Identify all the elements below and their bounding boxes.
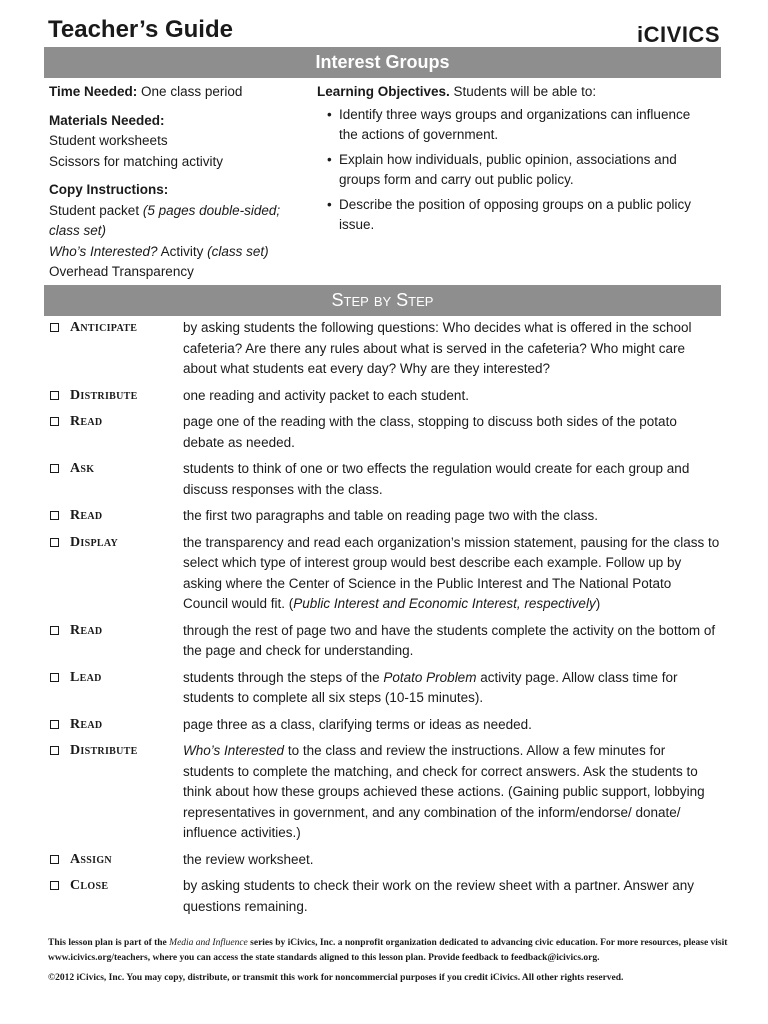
step-text: students to think of one or two effects the regulation would create for each group and discuss responses with the class. bbox=[183, 461, 690, 497]
step-description bbox=[183, 506, 720, 527]
step-row bbox=[50, 386, 720, 407]
step-text: the review worksheet. bbox=[183, 851, 314, 867]
steps-list bbox=[50, 318, 720, 923]
step-emphasis: Who’s Interested bbox=[183, 743, 285, 758]
step-text: by asking students the following questions: Who decides what is offered in the school cafeteria? Are there any rules about what is served in the cafeteria? Who might care about what students eat every day? Why are they interested? bbox=[183, 320, 692, 376]
checkbox-icon[interactable] bbox=[50, 391, 59, 400]
step-text: page one of the reading with the class, stopping to discuss both sides of the potato debate as needed. bbox=[183, 414, 677, 450]
step-text-after: activity page. Allow class time for students to complete all six steps (10-15 minutes). bbox=[183, 669, 678, 705]
footer-text: This lesson plan is part of the bbox=[48, 938, 170, 948]
step-row bbox=[50, 741, 720, 844]
step-text: the first two paragraphs and table on reading page two with the class. bbox=[183, 508, 598, 523]
step-emphasis: Potato Problem bbox=[383, 669, 477, 685]
copy-line-student-packet bbox=[49, 201, 304, 242]
objective-text: Identify three ways groups and organizations can influence the actions of government. bbox=[339, 106, 691, 142]
step-description bbox=[183, 386, 720, 407]
objective-text: Describe the position of opposing groups on a public policy issue. bbox=[339, 196, 691, 232]
checkbox-icon[interactable] bbox=[50, 464, 59, 473]
step-verb: Assign bbox=[70, 851, 112, 867]
step-row bbox=[50, 318, 720, 380]
objective-item bbox=[317, 150, 712, 191]
step-row bbox=[50, 412, 720, 453]
step-description bbox=[183, 715, 720, 736]
copy-line-note: (5 pages double-sided; class set) bbox=[49, 202, 281, 238]
step-description bbox=[183, 318, 720, 380]
checkbox-icon[interactable] bbox=[50, 417, 59, 426]
footer bbox=[48, 936, 728, 986]
step-verb: Ask bbox=[70, 461, 95, 476]
objectives-heading bbox=[317, 82, 712, 103]
objectives-intro: Students will be able to: bbox=[449, 84, 597, 99]
step-description bbox=[183, 533, 720, 615]
step-by-step-banner bbox=[44, 285, 721, 316]
step-row bbox=[50, 621, 720, 662]
objective-text: Explain how individuals, public opinion, associations and groups form and carry out public policy. bbox=[339, 151, 677, 187]
time-needed-value: One class period bbox=[141, 84, 243, 99]
copy-line-activity bbox=[49, 242, 304, 263]
step-description bbox=[183, 876, 720, 917]
step-verb: Read bbox=[70, 414, 103, 429]
step-row bbox=[50, 506, 720, 527]
checkbox-icon[interactable] bbox=[50, 855, 59, 864]
time-needed bbox=[49, 82, 304, 103]
lesson-title-banner: Interest Groups bbox=[44, 47, 721, 78]
checkbox-icon[interactable] bbox=[50, 673, 59, 682]
copy-line-note: (class set) bbox=[207, 243, 269, 259]
step-row bbox=[50, 459, 720, 500]
step-description bbox=[183, 850, 720, 871]
page-title: Teacher’s Guide bbox=[48, 16, 233, 43]
copy-line-text: Activity bbox=[157, 243, 208, 259]
checkbox-icon[interactable] bbox=[50, 538, 59, 547]
step-text: page three as a class, clarifying terms or ideas as needed. bbox=[183, 716, 532, 732]
step-verb: Lead bbox=[70, 669, 102, 685]
time-needed-label: Time Needed: bbox=[49, 84, 138, 99]
objectives-label: Learning Objectives. bbox=[317, 84, 450, 99]
step-text: students through the steps of the bbox=[183, 669, 384, 685]
step-emphasis: Public Interest and Economic Interest, respectively bbox=[293, 596, 596, 611]
checkbox-icon[interactable] bbox=[50, 881, 59, 890]
materials-item: Student worksheets bbox=[49, 133, 168, 148]
materials-label: Materials Needed: bbox=[49, 112, 165, 128]
step-verb: Distribute bbox=[70, 387, 138, 403]
step-verb: Anticipate bbox=[70, 320, 138, 335]
step-description bbox=[183, 459, 720, 500]
step-verb: Distribute bbox=[70, 743, 138, 758]
activity-name: Who’s Interested? bbox=[49, 243, 158, 259]
step-text: by asking students to check their work on the review sheet with a partner. Answer any questions remaining. bbox=[183, 878, 695, 914]
icivics-logo bbox=[637, 22, 720, 48]
logistics-column bbox=[49, 82, 304, 283]
bullet-icon: • bbox=[327, 106, 332, 122]
logo-text: iCIVICS bbox=[637, 22, 720, 47]
step-verb: Close bbox=[70, 878, 109, 893]
copy-line-transparency: Overhead Transparency bbox=[49, 264, 194, 279]
step-verb: Read bbox=[70, 622, 103, 638]
step-text: through the rest of page two and have the students complete the activity on the bottom of the page and check for understanding. bbox=[183, 622, 716, 658]
copy-line-text: Student packet bbox=[49, 202, 143, 218]
objectives-column bbox=[317, 82, 712, 240]
step-row bbox=[50, 715, 720, 736]
checkbox-icon[interactable] bbox=[50, 746, 59, 755]
step-text: to the class and review the instructions. Allow a few minutes for students to complete the matching, and check for correct answers. Ask the students to think about how these groups achieved these actions. (Gaining public support, lobbying representatives in government, and any combination of the inform/endorse/ donate/ influence activities.) bbox=[183, 743, 705, 840]
step-verb: Read bbox=[70, 716, 103, 732]
bullet-icon: • bbox=[327, 151, 332, 167]
copy-instructions-label: Copy Instructions: bbox=[49, 182, 169, 197]
step-text: the transparency and read each organization’s mission statement, pausing for the class to select which type of interest group would best describe each example. Follow up by asking where the Center of Science in the Public Interest and The National Potato Council would fit. ( bbox=[183, 534, 720, 611]
bullet-icon: • bbox=[327, 196, 332, 212]
step-description bbox=[183, 668, 720, 709]
footer-text: series by iCivics, Inc. a nonprofit organization dedicated to advancing civic education. For more resources, please visit www.icivics.org/teachers, where you can access the state standards aligned to this lesson plan. Provide feedback to feedback@icivics.org. bbox=[48, 938, 728, 963]
step-row bbox=[50, 668, 720, 709]
checkbox-icon[interactable] bbox=[50, 511, 59, 520]
step-verb: Display bbox=[70, 534, 118, 550]
checkbox-icon[interactable] bbox=[50, 720, 59, 729]
materials-item: Scissors for matching activity bbox=[49, 153, 224, 169]
checkbox-icon[interactable] bbox=[50, 323, 59, 332]
step-description bbox=[183, 412, 720, 453]
step-description bbox=[183, 741, 720, 844]
objectives-list bbox=[317, 105, 712, 236]
step-row bbox=[50, 876, 720, 917]
step-verb: Read bbox=[70, 508, 103, 523]
step-row bbox=[50, 533, 720, 615]
copyright: ©2012 iCivics, Inc. You may copy, distribute, or transmit this work for noncommercial purposes if you credit iCivics. All other rights reserved. bbox=[48, 973, 624, 983]
checkbox-icon[interactable] bbox=[50, 626, 59, 635]
step-by-step-title: Step by Step bbox=[331, 290, 434, 310]
series-name: Media and Influence bbox=[169, 938, 248, 948]
objective-item bbox=[317, 195, 712, 236]
footer-note bbox=[48, 936, 728, 966]
step-row bbox=[50, 850, 720, 871]
objective-item bbox=[317, 105, 712, 146]
step-text-after: ) bbox=[595, 596, 601, 611]
step-description bbox=[183, 621, 720, 662]
step-text: one reading and activity packet to each student. bbox=[183, 387, 469, 403]
